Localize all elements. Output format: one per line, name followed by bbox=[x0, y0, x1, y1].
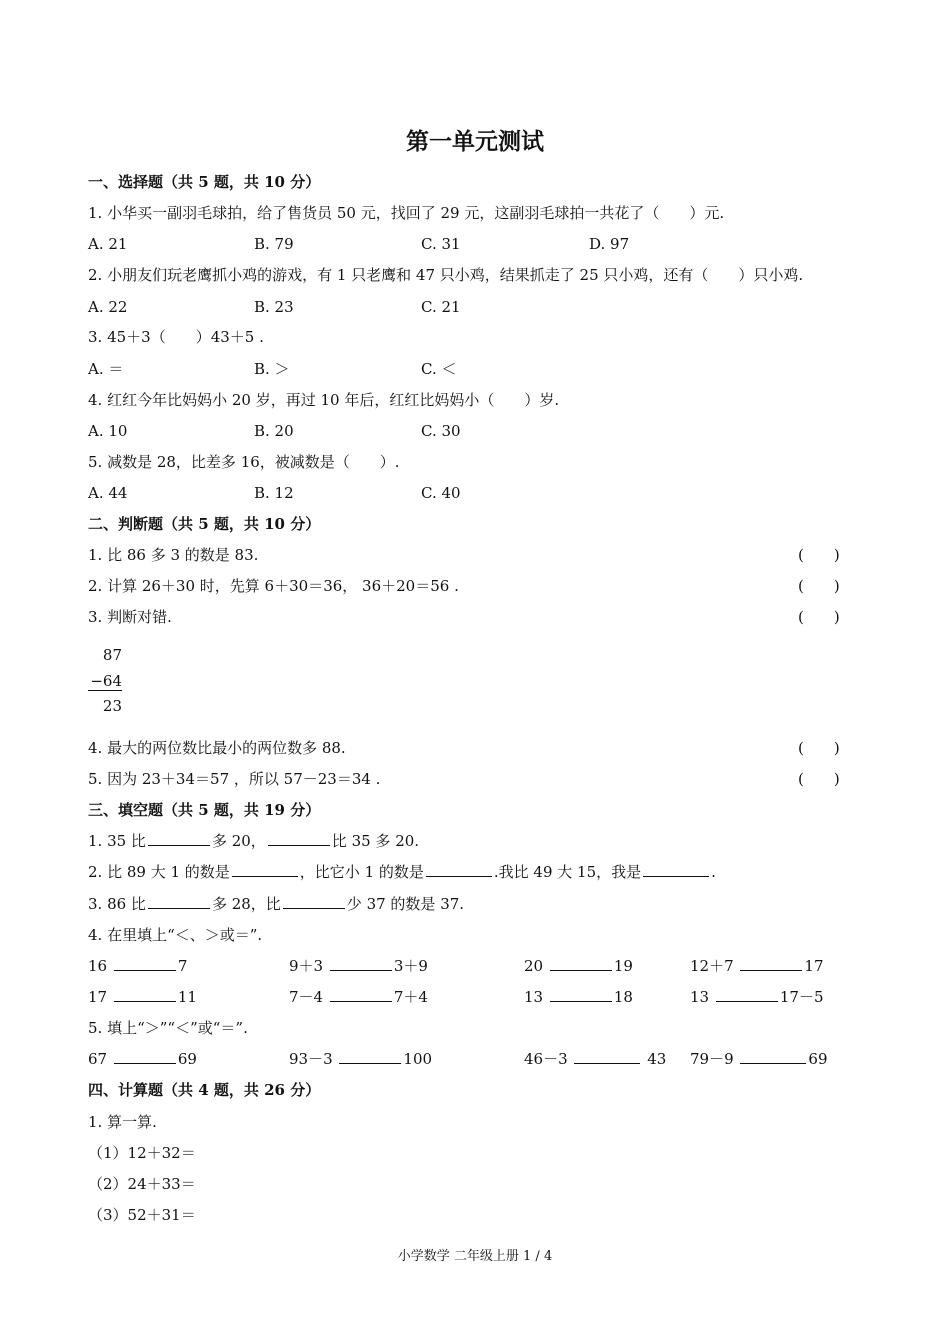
fill-text: . bbox=[711, 863, 716, 881]
fill-text: 1. 35 比 bbox=[88, 832, 146, 850]
choice-option: C. 21 bbox=[421, 298, 461, 316]
answer-blank[interactable] bbox=[114, 1049, 176, 1064]
choice-question-3: 3. 45＋3（ ）43＋5 . bbox=[88, 328, 264, 346]
answer-blank[interactable] bbox=[114, 987, 176, 1002]
answer-parentheses: ( ) bbox=[798, 608, 840, 626]
choice-option: C. 31 bbox=[421, 235, 461, 253]
section-heading-judge: 二、判断题（共 5 题，共 10 分） bbox=[88, 515, 321, 533]
fill-text: 多 28，比 bbox=[211, 895, 281, 913]
choice-option: A. 10 bbox=[88, 422, 128, 440]
fill-text: .我比 49 大 15，我是 bbox=[493, 863, 642, 881]
answer-blank[interactable] bbox=[426, 862, 492, 877]
choice-option: A. 22 bbox=[88, 298, 128, 316]
choice-option: A. 44 bbox=[88, 484, 128, 502]
compare-item: 17 11 bbox=[88, 988, 197, 1006]
fill-text: 比 35 多 20. bbox=[331, 832, 420, 850]
fill-question-4: 4. 在里填上“＜、＞或＝”. bbox=[88, 926, 263, 944]
answer-parentheses: ( ) bbox=[798, 577, 840, 595]
fill-text: 3. 86 比 bbox=[88, 895, 146, 913]
judge-question-1: 1. 比 86 多 3 的数是 83. bbox=[88, 546, 259, 564]
calc-question-1: 1. 算一算. bbox=[88, 1113, 157, 1131]
answer-blank[interactable] bbox=[148, 831, 210, 846]
compare-item: 16 7 bbox=[88, 957, 188, 975]
answer-blank[interactable] bbox=[268, 831, 330, 846]
vertical-calc-minuend: 87 bbox=[102, 646, 122, 664]
compare-item: 13 17－5 bbox=[690, 988, 824, 1006]
section-heading-choice: 一、选择题（共 5 题，共 10 分） bbox=[88, 173, 321, 191]
choice-question-2: 2. 小朋友们玩老鹰抓小鸡的游戏，有 1 只老鹰和 47 只小鸡，结果抓走了 25 只小鸡，还有（ ）只小鸡. bbox=[88, 266, 804, 284]
judge-question-3: 3. 判断对错. bbox=[88, 608, 172, 626]
choice-option: C. 40 bbox=[421, 484, 461, 502]
answer-blank[interactable] bbox=[550, 987, 612, 1002]
choice-option: B. 20 bbox=[254, 422, 294, 440]
calc-item: （2）24＋33＝ bbox=[88, 1175, 196, 1193]
section-heading-fill: 三、填空题（共 5 题，共 19 分） bbox=[88, 801, 321, 819]
compare-item: 13 18 bbox=[524, 988, 633, 1006]
answer-blank[interactable] bbox=[550, 956, 612, 971]
answer-blank[interactable] bbox=[148, 894, 210, 909]
choice-option: C. 30 bbox=[421, 422, 461, 440]
answer-blank[interactable] bbox=[330, 956, 392, 971]
judge-question-2: 2. 计算 26＋30 时，先算 6＋30＝36， 36＋20＝56 . bbox=[88, 577, 459, 595]
compare-item: 9＋3 3＋9 bbox=[289, 957, 428, 975]
answer-blank[interactable] bbox=[114, 956, 176, 971]
page-footer: 小学数学 二年级上册 1 / 4 bbox=[397, 1249, 553, 1264]
fill-question-3 bbox=[88, 894, 464, 914]
compare-item: 7－4 7＋4 bbox=[289, 988, 428, 1006]
calc-item: （1）12＋32＝ bbox=[88, 1144, 196, 1162]
compare-item: 46－3 43 bbox=[524, 1050, 667, 1068]
answer-parentheses: ( ) bbox=[798, 546, 840, 564]
compare-item: 67 69 bbox=[88, 1050, 197, 1068]
answer-parentheses: ( ) bbox=[798, 770, 840, 788]
fill-question-5: 5. 填上“＞”“＜”或“＝”. bbox=[88, 1019, 248, 1037]
answer-blank[interactable] bbox=[232, 862, 298, 877]
answer-blank[interactable] bbox=[574, 1049, 640, 1064]
calc-item: （3）52＋31＝ bbox=[88, 1206, 196, 1224]
compare-item: 79－9 69 bbox=[690, 1050, 828, 1068]
page-title: 第一单元测试 bbox=[406, 128, 544, 155]
answer-parentheses: ( ) bbox=[798, 739, 840, 757]
judge-question-4: 4. 最大的两位数比最小的两位数多 88. bbox=[88, 739, 346, 757]
fill-text: 少 37 的数是 37. bbox=[346, 895, 465, 913]
choice-question-5: 5. 减数是 28，比差多 16，被减数是（ ）. bbox=[88, 453, 400, 471]
vertical-calc-line bbox=[88, 690, 122, 691]
choice-option: A. ＝ bbox=[88, 360, 124, 378]
choice-question-1: 1. 小华买一副羽毛球拍，给了售货员 50 元，找回了 29 元，这副羽毛球拍一共花了（ ）元. bbox=[88, 204, 725, 222]
fill-text: ，比它小 1 的数是 bbox=[299, 863, 424, 881]
choice-option: B. 79 bbox=[254, 235, 294, 253]
answer-blank[interactable] bbox=[283, 894, 345, 909]
fill-text: 2. 比 89 大 1 的数是 bbox=[88, 863, 230, 881]
vertical-calc-subtrahend: −64 bbox=[90, 672, 122, 690]
compare-item: 20 19 bbox=[524, 957, 633, 975]
vertical-calc-result: 23 bbox=[102, 697, 122, 715]
compare-item: 93－3 100 bbox=[289, 1050, 433, 1068]
compare-item: 12＋7 17 bbox=[690, 957, 824, 975]
choice-option: B. 23 bbox=[254, 298, 294, 316]
choice-option: B. ＞ bbox=[254, 360, 290, 378]
choice-option: B. 12 bbox=[254, 484, 294, 502]
section-heading-calc: 四、计算题（共 4 题，共 26 分） bbox=[88, 1081, 321, 1099]
answer-blank[interactable] bbox=[339, 1049, 401, 1064]
fill-question-2 bbox=[88, 862, 716, 882]
fill-text: 多 20， bbox=[211, 832, 266, 850]
choice-question-4: 4. 红红今年比妈妈小 20 岁，再过 10 年后，红红比妈妈小（ ）岁. bbox=[88, 391, 560, 409]
answer-blank[interactable] bbox=[330, 987, 392, 1002]
answer-blank[interactable] bbox=[740, 1049, 806, 1064]
choice-option: D. 97 bbox=[589, 235, 630, 253]
choice-option: A. 21 bbox=[88, 235, 128, 253]
judge-question-5: 5. 因为 23＋34＝57 ，所以 57－23＝34 . bbox=[88, 770, 381, 788]
answer-blank[interactable] bbox=[740, 956, 802, 971]
answer-blank[interactable] bbox=[716, 987, 778, 1002]
fill-question-1 bbox=[88, 831, 419, 851]
answer-blank[interactable] bbox=[643, 862, 709, 877]
choice-option: C. ＜ bbox=[421, 360, 457, 378]
